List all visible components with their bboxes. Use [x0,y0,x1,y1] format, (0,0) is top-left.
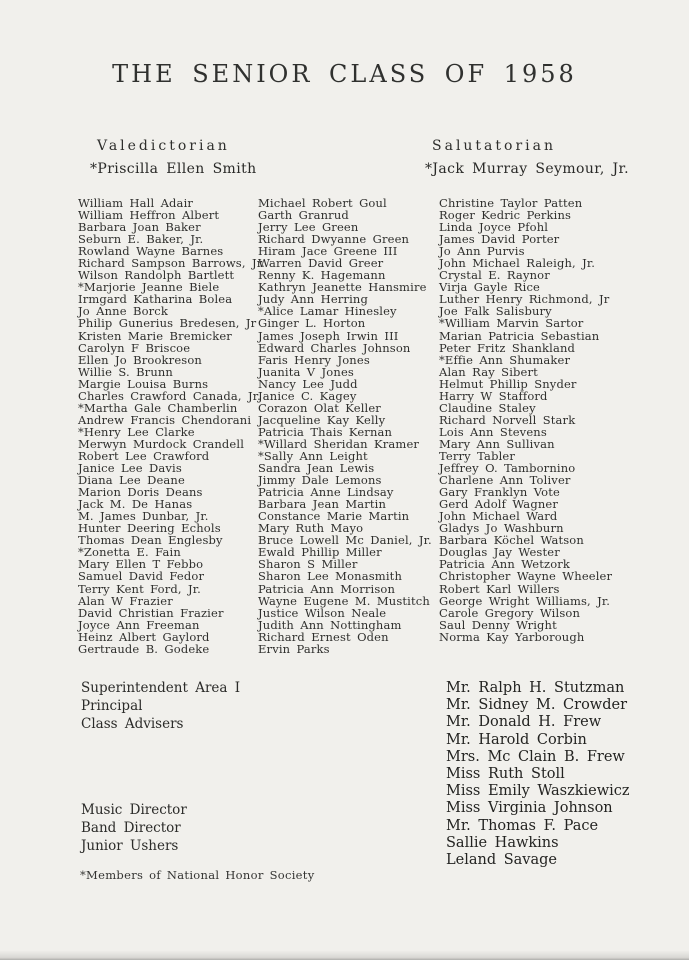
student-name: Warren David Greer [258,256,384,271]
student-name: John Michael Ward [439,509,558,524]
staff-name: Miss Virginia Johnson [446,800,613,817]
student-name: Renny K. Hagemann [258,268,386,283]
staff-name: Miss Ruth Stoll [446,766,565,783]
salutatorian-label: Salutatorian [432,138,556,154]
staff-name: Mr. Ralph H. Stutzman [446,680,625,696]
student-name: Richard Norvell Stark [439,412,576,427]
salutatorian-block [425,138,629,177]
student-name: Carolyn F Briscoe [78,340,191,355]
student-name: Michael Robert Goul [258,196,387,210]
student-name: Robert Karl Willers [439,581,560,596]
student-name: Nancy Lee Judd [258,376,358,391]
student-name: Gerd Adolf Wagner [439,497,558,512]
valedictorian-block [90,138,257,177]
student-name: Judy Ann Herring [258,292,368,307]
student-name: Hunter Deering Echols [78,521,221,536]
student-name: Linda Joyce Pfohl [439,220,549,235]
student-name: Saul Denny Wright [439,617,557,632]
student-name: Joyce Ann Freeman [78,617,200,632]
student-name: William Heffron Albert [78,208,220,223]
student-name: Diana Lee Deane [78,473,185,488]
valedictorian-name: *Priscilla Ellen Smith [90,161,257,177]
student-name: Mary Ellen T Febbo [78,557,204,572]
student-name: Richard Ernest Oden [258,629,389,644]
student-name: Christopher Wayne Wheeler [439,569,613,584]
student-name: Ellen Jo Brookreson [78,352,202,367]
student-name: Corazon Olat Keller [258,400,381,415]
staff-roles-bottom [81,801,187,856]
student-name: William Hall Adair [78,196,194,210]
salutatorian-name: *Jack Murray Seymour, Jr. [425,161,629,177]
student-name: Rowland Wayne Barnes [78,244,224,259]
student-name: Kathryn Jeanette Hansmire [258,280,427,295]
student-name: Robert Lee Crawford [78,448,210,463]
student-name: Margie Louisa Burns [78,376,209,391]
student-name: Douglas Jay Wester [439,545,560,560]
student-name: Roger Kedric Perkins [439,208,572,223]
student-name: Terry Kent Ford, Jr. [78,581,201,596]
student-name: Jacqueline Kay Kelly [258,412,386,427]
student-name: Gladys Jo Washburn [439,521,564,536]
student-name: Mary Ann Sullivan [439,436,555,451]
student-name: John Michael Raleigh, Jr. [439,256,596,271]
student-name: Sharon S Miller [258,557,358,572]
honor-society-footnote: *Members of National Honor Society [80,868,315,882]
staff-role: Junior Ushers [81,838,179,855]
student-name: George Wright Williams, Jr. [439,593,611,608]
student-name: Willie S. Brunn [78,364,173,379]
student-name: Barbara Köchel Watson [439,533,584,548]
valedictorian-label: Valedictorian [97,138,230,154]
student-name: Thomas Dean Englesby [78,533,223,548]
student-name: Andrew Francis Chendorani [78,412,252,427]
student-name: Bruce Lowell Mc Daniel, Jr. [258,533,432,548]
student-name: Marian Patricia Sebastian [439,328,600,343]
student-name: Norma Kay Yarborough [439,629,585,644]
student-name: Christine Taylor Patten [439,196,583,210]
staff-name: Leland Savage [446,852,557,869]
student-name: Patricia Thais Kernan [258,424,393,439]
student-name: Faris Henry Jones [258,352,370,367]
student-name: Gary Franklyn Vote [439,485,560,500]
staff-name: Sallie Hawkins [446,834,559,851]
student-name: Wilson Randolph Bartlett [78,268,235,283]
student-name: Constance Marie Martin [258,509,410,524]
student-name: M. James Dunbar, Jr. [78,509,209,524]
student-name: *Marjorie Jeanne Biele [78,280,220,295]
student-name: David Christian Frazier [78,605,224,620]
student-name: *Zonetta E. Fain [78,545,181,560]
student-name: Heinz Albert Gaylord [78,629,210,644]
student-name: Barbara Joan Baker [78,220,201,235]
student-name: Lois Ann Stevens [439,424,547,439]
student-name: Judith Ann Nottingham [258,617,402,632]
staff-name: Mr. Donald H. Frew [446,714,602,731]
student-name: Ewald Phillip Miller [258,545,382,560]
student-name: Samuel David Fedor [78,569,205,584]
student-name: Patricia Ann Morrison [258,581,396,596]
student-name: Barbara Jean Martin [258,497,387,512]
student-name: Joe Falk Salisbury [439,304,552,319]
student-name: *Martha Gale Chamberlin [78,400,238,415]
student-name: Merwyn Murdock Crandell [78,436,245,451]
student-name: Jeffrey O. Tambornino [439,461,576,476]
student-name: Crystal E. Raynor [439,268,550,283]
student-name: Juanita V Jones [258,364,354,379]
student-name: Ervin Parks [258,641,330,656]
student-name: Gertraude B. Godeke [78,641,210,656]
staff-names-column [446,680,630,869]
student-name: Charlene Ann Toliver [439,473,571,488]
student-name: Marion Doris Deans [78,485,203,500]
student-name: Jack M. De Hanas [78,497,193,512]
staff-role: Music Director [81,802,187,818]
staff-name: Mr. Harold Corbin [446,731,587,748]
staff-role: Class Advisers [81,716,184,733]
student-name: Kristen Marie Bremicker [78,328,232,343]
student-name: Alan Ray Sibert [439,364,538,379]
student-name: Claudine Staley [439,400,536,415]
student-name: James Joseph Irwin III [258,328,399,343]
student-name: Luther Henry Richmond, Jr [439,292,610,307]
staff-name: Mr. Sidney M. Crowder [446,697,628,714]
staff-role: Superintendent Area I [81,680,241,696]
student-name: *Willard Sheridan Kramer [258,436,420,451]
student-name: *Effie Ann Shumaker [439,352,571,367]
student-name: Sharon Lee Monasmith [258,569,403,584]
page-title: THE SENIOR CLASS OF 1958 [112,60,577,88]
student-name: Harry W Stafford [439,388,548,403]
student-name: Jo Anne Borck [78,304,168,319]
student-name: Patricia Anne Lindsay [258,485,394,500]
student-name: Mary Ruth Mayo [258,521,364,536]
student-name: *Alice Lamar Hinesley [258,304,397,319]
student-names-column-2 [258,197,432,655]
student-name: Sandra Jean Lewis [258,461,375,476]
student-name: Philip Gunerius Bredesen, Jr [78,316,257,331]
student-name: *Sally Ann Leight [258,448,368,463]
student-name: Alan W Frazier [78,593,173,608]
student-name: Irmgard Katharina Bolea [78,292,233,307]
student-name: Seburn E. Baker, Jr. [78,232,204,247]
student-name: Garth Granrud [258,208,349,223]
student-name: Wayne Eugene M. Mustitch [258,593,430,608]
student-name: Patricia Ann Wetzork [439,557,571,572]
student-name: *Henry Lee Clarke [78,424,195,439]
student-name: Jerry Lee Green [258,220,359,235]
student-name: James David Porter [439,232,560,247]
student-name: Carole Gregory Wilson [439,605,580,620]
student-names-column-1 [78,197,265,655]
student-name: Justice Wilson Neale [258,605,387,620]
student-name: Janice Lee Davis [78,461,182,476]
staff-name: Mr. Thomas F. Pace [446,817,599,834]
student-name: Jimmy Dale Lemons [258,473,382,488]
staff-roles-top [81,679,240,734]
student-names-column-3 [439,197,612,643]
student-name: Ginger L. Horton [258,316,366,331]
student-name: Jo Ann Purvis [439,244,525,259]
student-name: Hiram Jace Greene III [258,244,398,259]
staff-role: Band Director [81,820,181,837]
student-name: *William Marvin Sartor [439,316,584,331]
student-name: Richard Sampson Barrows, Jr. [78,256,265,271]
student-name: Charles Crawford Canada, Jr. [78,388,261,403]
student-name: Peter Fritz Shankland [439,340,576,355]
student-name: Edward Charles Johnson [258,340,411,355]
student-name: Helmut Phillip Snyder [439,376,577,391]
staff-name: Mrs. Mc Clain B. Frew [446,748,625,765]
staff-name: Miss Emily Waszkiewicz [446,783,630,800]
student-name: Terry Tabler [439,448,516,463]
student-name: Janice C. Kagey [258,388,357,403]
student-name: Virja Gayle Rice [439,280,541,295]
student-name: Richard Dwyanne Green [258,232,410,247]
staff-role: Principal [81,698,143,715]
